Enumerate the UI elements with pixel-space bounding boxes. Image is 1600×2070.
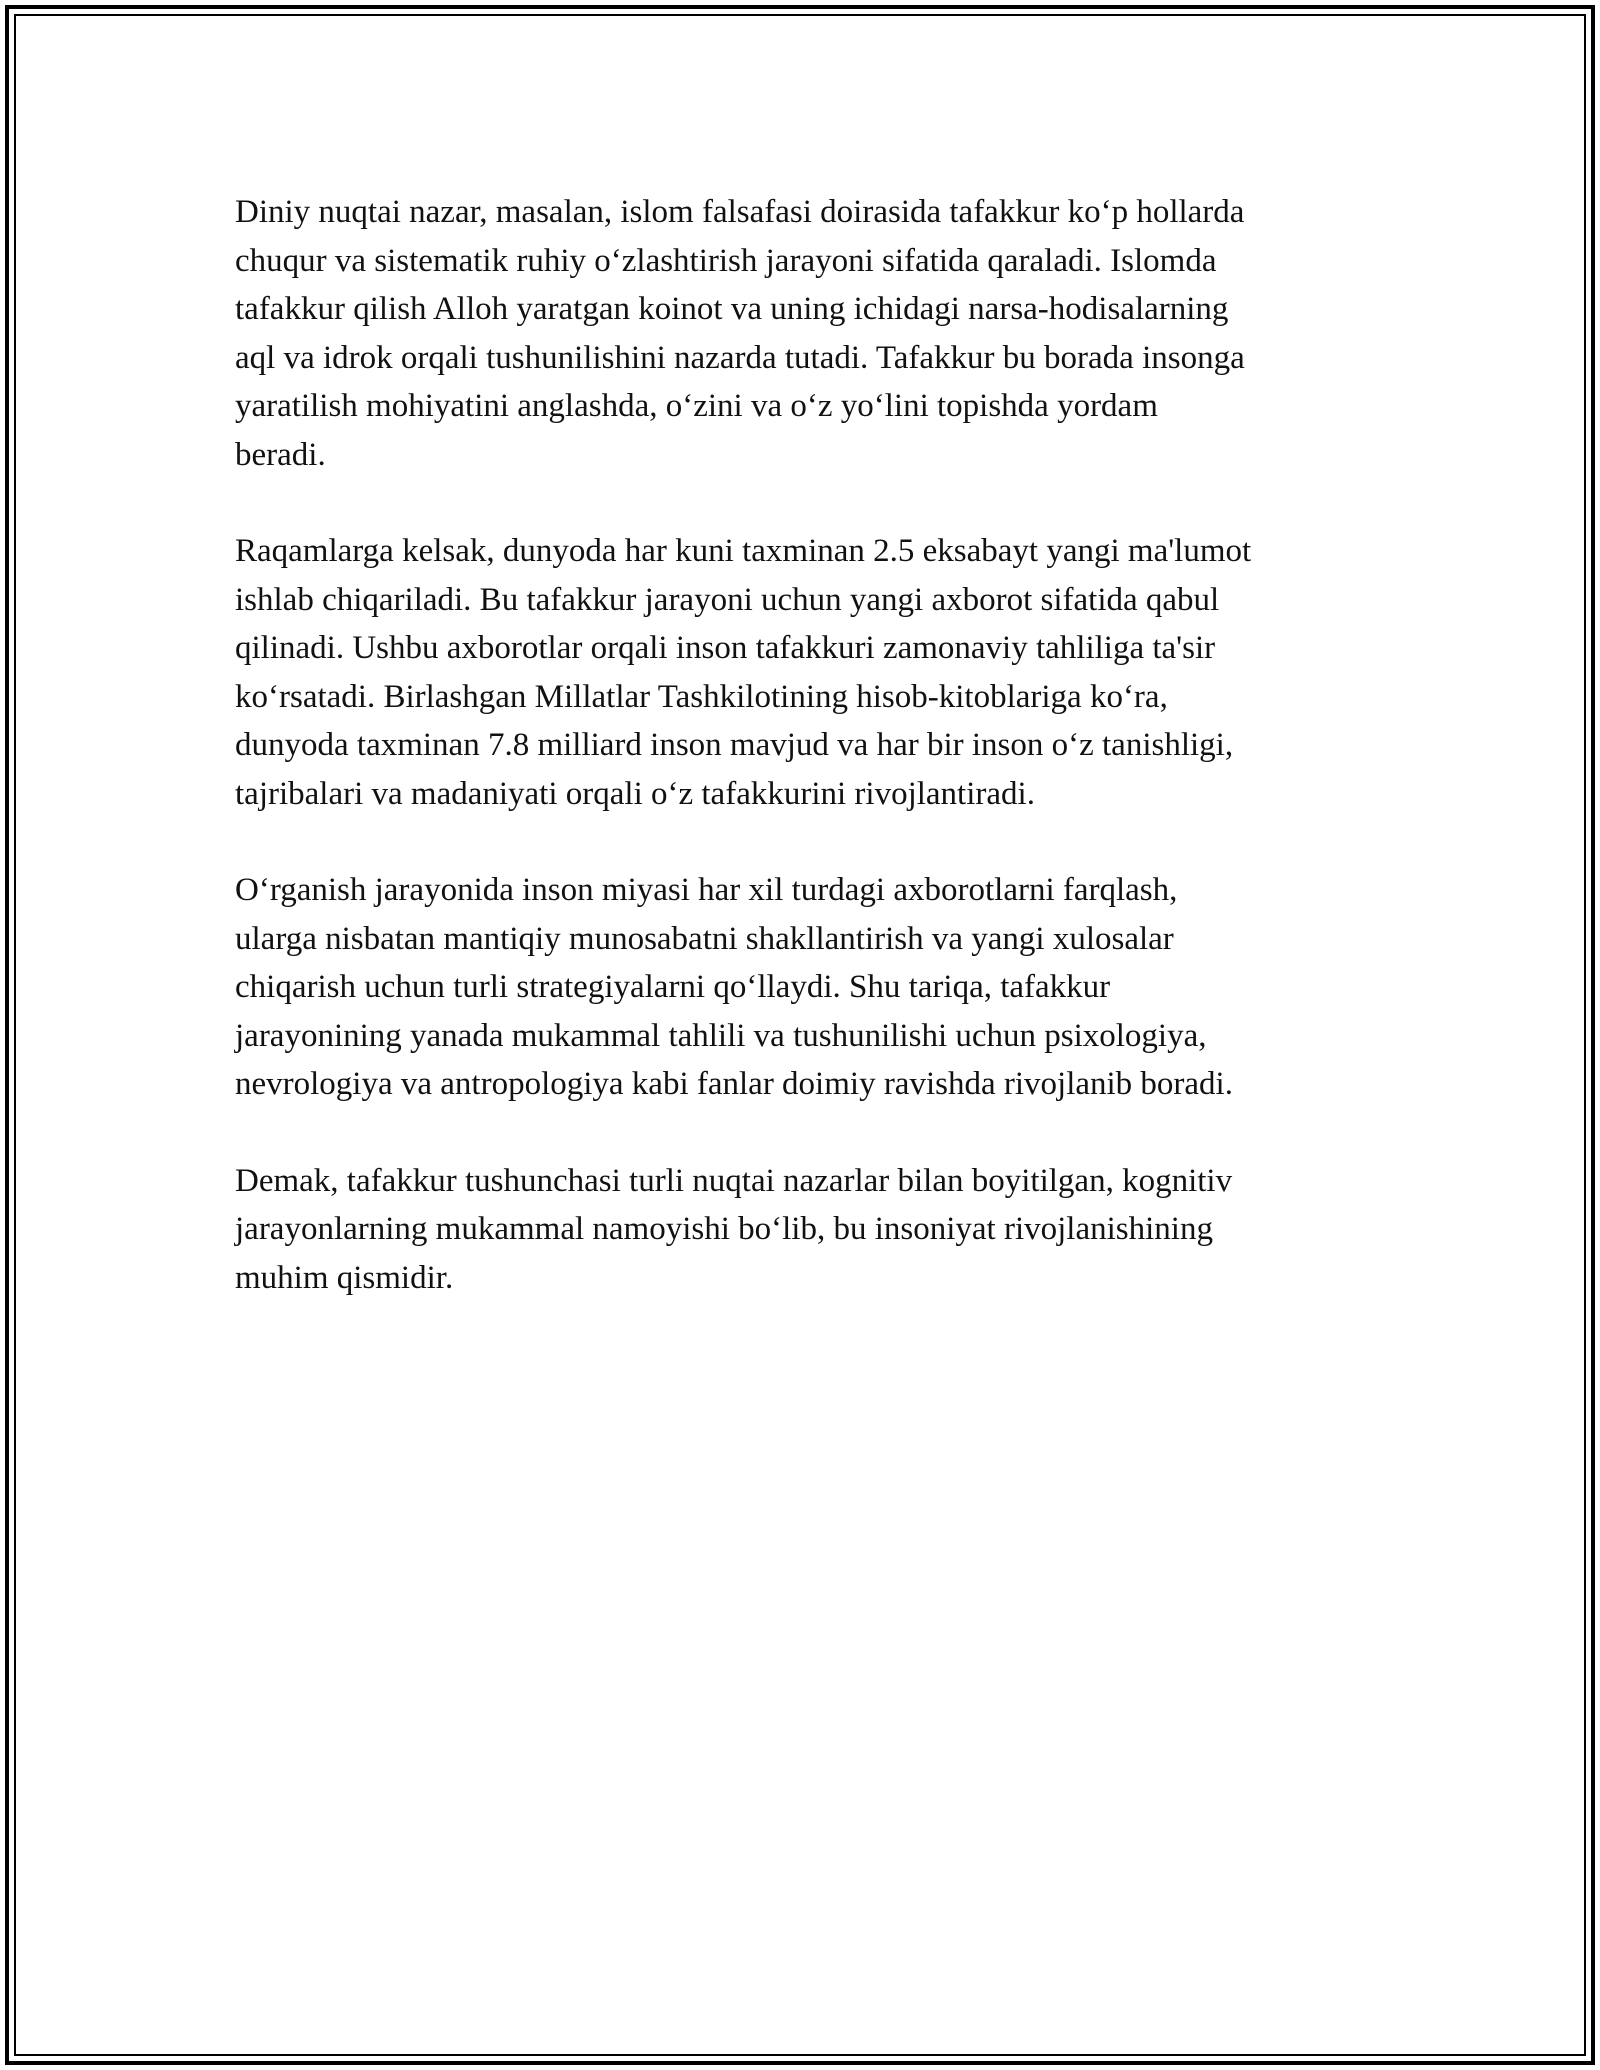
paragraph-2: Raqamlarga kelsak, dunyoda har kuni taxminan 2.5 eksabayt yangi ma'lumot ishlab chiqariladi. Bu tafakkur jarayoni uchun yangi axborot sifatida qabul qilinadi. Ushbu axborotlar orqali inson tafakkuri zamonaviy tahliliga ta'sir ko‘rsatadi. Birlashgan Millatlar Tashkilotining hisob-kitoblariga ko‘ra, dunyoda taxminan 7.8 milliard inson mavjud va har bir inson o‘z tanishligi, tajribalari va madaniyati orqali o‘z tafakkurini rivojlantiradi. bbox=[235, 533, 1252, 812]
paragraph-4: Demak, tafakkur tushunchasi turli nuqtai nazarlar bilan boyitilgan, kognitiv jarayonlarning mukammal namoyishi bo‘lib, bu insoniyat rivojlanishining muhim qismidir. bbox=[235, 1162, 1233, 1296]
paragraph-1: Diniy nuqtai nazar, masalan, islom falsafasi doirasida tafakkur ko‘p hollarda chuqur va sistematik ruhiy o‘zlashtirish jarayoni sifatida qaraladi. Islomda tafakkur qilish Alloh yaratgan koinot va uning ichidagi narsa-hodisalarning aql va idrok orqali tushunilishini nazarda tutadi. Tafakkur bu borada insonga yaratilish mohiyatini anglashda, o‘zini va o‘z yo‘lini topishda yordam beradi. bbox=[235, 194, 1245, 473]
document-body bbox=[235, 188, 1375, 1350]
paragraph-3: O‘rganish jarayonida inson miyasi har xil turdagi axborotlarni farqlash, ularga nisbatan mantiqiy munosabatni shakllantirish va yangi xulosalar chiqarish uchun turli strategiyalarni qo‘llaydi. Shu tariqa, tafakkur jarayonining yanada mukammal tahlili va tushunilishi uchun psixologiya, nevrologiya va antropologiya kabi fanlar doimiy ravishda rivojlanib boradi. bbox=[235, 872, 1233, 1102]
